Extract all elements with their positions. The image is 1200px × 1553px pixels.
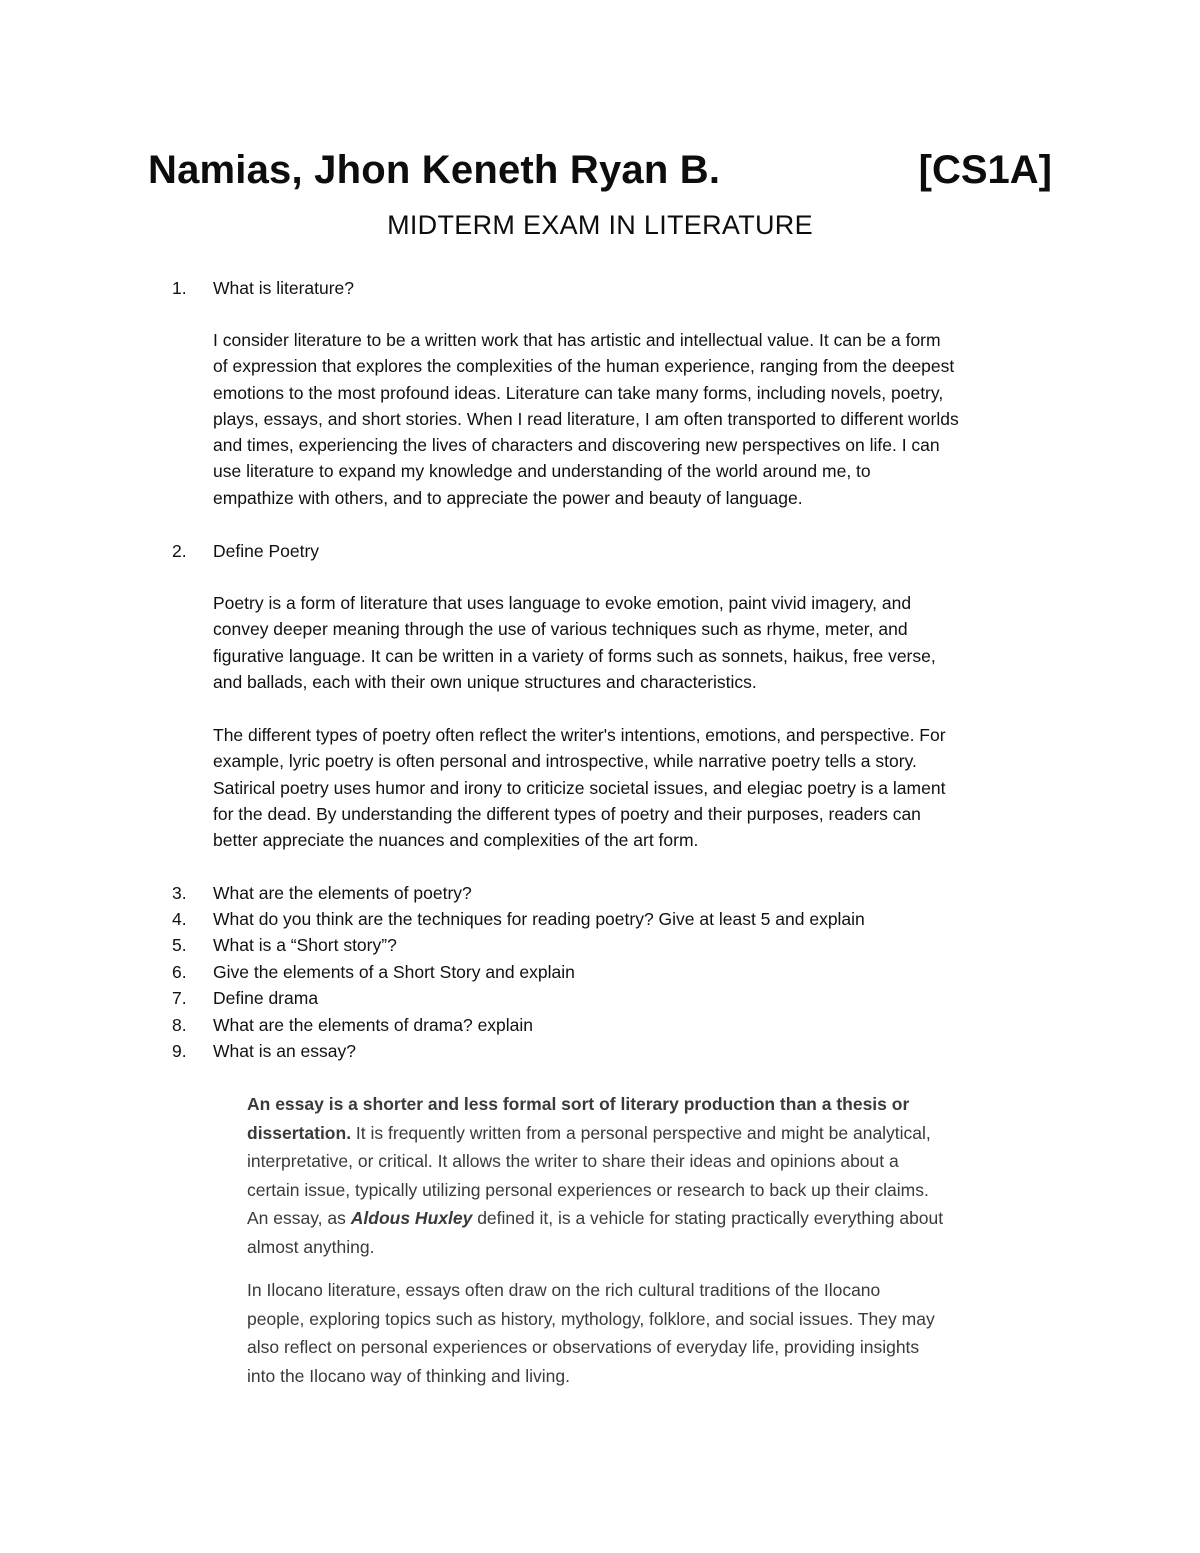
essay-bold-text: An essay is a shorter and less formal sort of literary production than a thesis or	[247, 1094, 910, 1114]
exam-title: MIDTERM EXAM IN LITERATURE	[387, 210, 813, 240]
question-item	[172, 1012, 533, 1038]
answer-line: and times, experiencing the lives of characters and discovering new perspectives on life. I can	[213, 435, 940, 456]
answer-line: and ballads, each with their own unique structures and characteristics.	[213, 671, 757, 692]
header	[148, 148, 1052, 208]
answer-line: use literature to expand my knowledge and understanding of the world around me, to	[213, 461, 871, 482]
question-number: 2.	[172, 541, 187, 561]
question-text: What is an essay?	[213, 1041, 356, 1061]
answer-line: Satirical poetry uses humor and irony to criticize societal issues, and elegiac poetry is a lament	[213, 777, 946, 798]
essay-line	[247, 1090, 1077, 1119]
answer-line: The different types of poetry often reflect the writer's intentions, emotions, and perspective. For	[213, 725, 946, 745]
question-text: What are the elements of poetry?	[213, 883, 472, 903]
student-name: Namias, Jhon Keneth Ryan B.	[148, 148, 721, 192]
essay-line: interpretative, or critical. It allows the writer to share their ideas and opinions about a	[247, 1151, 899, 1171]
essay-text: It is frequently written from a personal perspective and might be analytical,	[351, 1122, 931, 1143]
question-number: 6.	[172, 962, 187, 982]
question-text: What is a “Short story”?	[213, 935, 397, 955]
question-item	[172, 985, 318, 1011]
essay-line: into the Ilocano way of thinking and living.	[247, 1365, 570, 1386]
answer-line: emotions to the most profound ideas. Literature can take many forms, including novels, poetry,	[213, 382, 944, 403]
question-number: 8.	[172, 1015, 187, 1035]
answer-line: better appreciate the nuances and complexities of the art form.	[213, 830, 699, 851]
answer-line: I consider literature to be a written work that has artistic and intellectual value. It can be a form	[213, 330, 941, 350]
essay-line: also reflect on personal experiences or observations of everyday life, providing insights	[247, 1337, 920, 1357]
question-item	[172, 538, 319, 564]
answer-essay-p1	[247, 1090, 1077, 1261]
essay-text: defined it, is a vehicle for stating practically everything about	[472, 1208, 944, 1228]
answer-line: Poetry is a form of literature that uses language to evoke emotion, paint vivid imagery, and	[213, 593, 912, 613]
essay-bold-text: dissertation.	[247, 1122, 352, 1143]
answer-line: plays, essays, and short stories. When I read literature, I am often transported to different worlds	[213, 408, 959, 429]
answer-essay-p2	[247, 1276, 1077, 1390]
question-text: What are the elements of drama? explain	[213, 1015, 534, 1035]
question-item	[172, 880, 472, 906]
question-item	[172, 1038, 356, 1064]
answer-line: for the dead. By understanding the different types of poetry and their purposes, readers can	[213, 803, 921, 824]
answer-line: of expression that explores the complexities of the human experience, ranging from the deepest	[213, 356, 955, 377]
essay-line	[247, 1119, 1077, 1148]
question-number: 5.	[172, 935, 187, 955]
essay-line: almost anything.	[247, 1236, 375, 1257]
answer-poetry-p1	[213, 590, 1073, 695]
question-number: 3.	[172, 883, 187, 903]
question-number: 1.	[172, 278, 187, 298]
answer-line: convey deeper meaning through the use of various techniques such as rhyme, meter, and	[213, 619, 908, 640]
answer-line: figurative language. It can be written in a variety of forms such as sonnets, haikus, free verse,	[213, 645, 936, 666]
section-code: [CS1A]	[918, 148, 1052, 192]
question-number: 7.	[172, 988, 187, 1008]
question-text: Give the elements of a Short Story and explain	[213, 962, 575, 982]
essay-line	[247, 1204, 1077, 1233]
question-number: 4.	[172, 909, 187, 929]
answer-literature	[213, 327, 1073, 511]
question-text: Define drama	[213, 988, 319, 1008]
question-text: What is literature?	[213, 278, 355, 298]
question-item	[172, 275, 354, 301]
essay-line: people, exploring topics such as history, mythology, folklore, and social issues. They may	[247, 1308, 935, 1329]
answer-line: empathize with others, and to appreciate the power and beauty of language.	[213, 487, 803, 508]
essay-text: An essay, as	[247, 1208, 351, 1228]
question-text: Define Poetry	[213, 541, 320, 561]
author-name: Aldous Huxley	[350, 1208, 473, 1228]
essay-line: In Ilocano literature, essays often draw on the rich cultural traditions of the Ilocano	[247, 1280, 881, 1300]
question-item	[172, 959, 575, 985]
question-number: 9.	[172, 1041, 187, 1061]
question-item	[172, 932, 397, 958]
essay-line: certain issue, typically utilizing personal experiences or research to back up their claims.	[247, 1179, 929, 1200]
answer-line: example, lyric poetry is often personal and introspective, while narrative poetry tells a story.	[213, 751, 917, 772]
question-item	[172, 906, 865, 932]
question-text: What do you think are the techniques for reading poetry? Give at least 5 and explain	[213, 909, 865, 929]
answer-poetry-p2	[213, 722, 1073, 853]
